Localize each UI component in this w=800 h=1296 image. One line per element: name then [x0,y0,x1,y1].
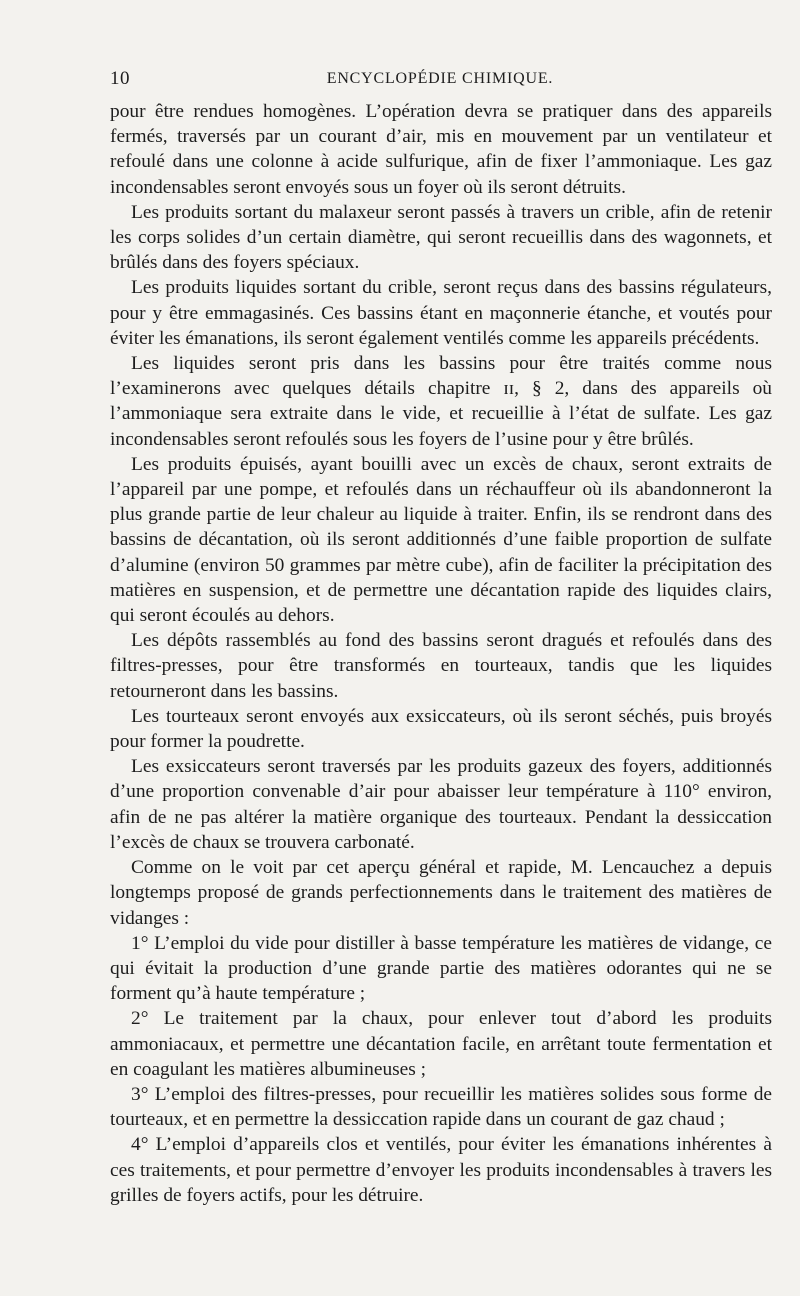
paragraph: Les dépôts rassemblés au fond des bassins seront dragués et refoulés dans des filtres-presses, pour être transformés en tourteaux, tandis que les liquides retourneront dans les bassins. [110,630,772,702]
paragraph: Les produits épuisés, ayant bouilli avec un excès de chaux, seront extraits de l’appareil par une pompe, et refoulés dans un réchauffeur où ils abandonneront la plus grande partie de leur chaleur au liquide à traiter. Enfin, ils se rendront dans des bassins de décantation, où ils seront additionnés d’une faible proportion de sulfate d’alumine (environ 50 grammes par mètre cube), afin de faciliter la précipitation des matières en suspension, et de permettre une décantation rapide des liquides clairs, qui seront écoulés au dehors. [110,453,772,627]
paragraph: Les produits sortant du malaxeur seront passés à travers un crible, afin de retenir les corps solides d’un certain diamètre, qui seront recueillis dans des wagonnets, et brûlés dans des foyers spéciaux. [110,201,772,274]
page-header [110,68,770,94]
paragraph: Les liquides seront pris dans les bassins pour être traités comme nous l’examinerons avec quelques détails chapitre ɪɪ, § 2, dans des appareils où l’ammoniaque sera extraite dans le vide, et recueillie à l’état de sulfate. Les gaz incondensables seront refoulés sous les foyers de l’usine pour y être brûlés. [110,353,772,450]
page-number: 10 [110,68,130,89]
paragraph: Les produits liquides sortant du crible, seront reçus dans des bassins régulateurs, pour y être emmagasinés. Ces bassins étant en maçonnerie étanche, et voutés pour éviter les émanations, ils seront également ventilés comme les appareils précédents. [110,277,772,349]
body-text [110,99,772,1208]
list-item: 1° L’emploi du vide pour distiller à basse température les matières de vidange, ce qui évitait la production d’une grande partie des matières odorantes qui ne se forment qu’à haute température ; [110,932,772,1005]
running-title: ENCYCLOPÉDIE CHIMIQUE. [326,70,554,87]
paragraph: Comme on le voit par cet aperçu général et rapide, M. Lencauchez a depuis longtemps proposé de grands perfectionnements dans le traitement des matières de vidanges : [110,857,772,929]
paragraph: Les exsiccateurs seront traversés par les produits gazeux des foyers, additionnés d’une proportion convenable d’air pour abaisser leur température à 110° environ, afin de ne pas altérer la matière organique des tourteaux. Pendant la dessiccation l’excès de chaux se trouvera carbonaté. [110,756,772,853]
paragraph: Les tourteaux seront envoyés aux exsiccateurs, où ils seront séchés, puis broyés pour former la poudrette. [110,705,772,753]
paragraph: pour être rendues homogènes. L’opération devra se pratiquer dans des appareils fermés, traversés par un courant d’air, mis en mouvement par un ventilateur et refoulé dans une colonne à acide sulfurique, afin de fixer l’ammoniaque. Les gaz incondensables seront envoyés sous un foyer où ils seront détruits. [110,101,772,198]
list-item: 4° L’emploi d’appareils clos et ventilés, pour éviter les émanations inhérentes à ces traitements, et pour permettre d’envoyer les produits incondensables à travers les grilles de foyers actifs, pour les détruire. [110,1134,772,1206]
list-item: 2° Le traitement par la chaux, pour enlever tout d’abord les produits ammoniacaux, et permettre une décantation facile, en arrêtant toute fermentation et en coagulant les matières albumineuses ; [110,1008,772,1080]
list-item: 3° L’emploi des filtres-presses, pour recueillir les matières solides sous forme de tourteaux, et en permettre la dessiccation rapide dans un courant de gaz chaud ; [110,1083,772,1131]
